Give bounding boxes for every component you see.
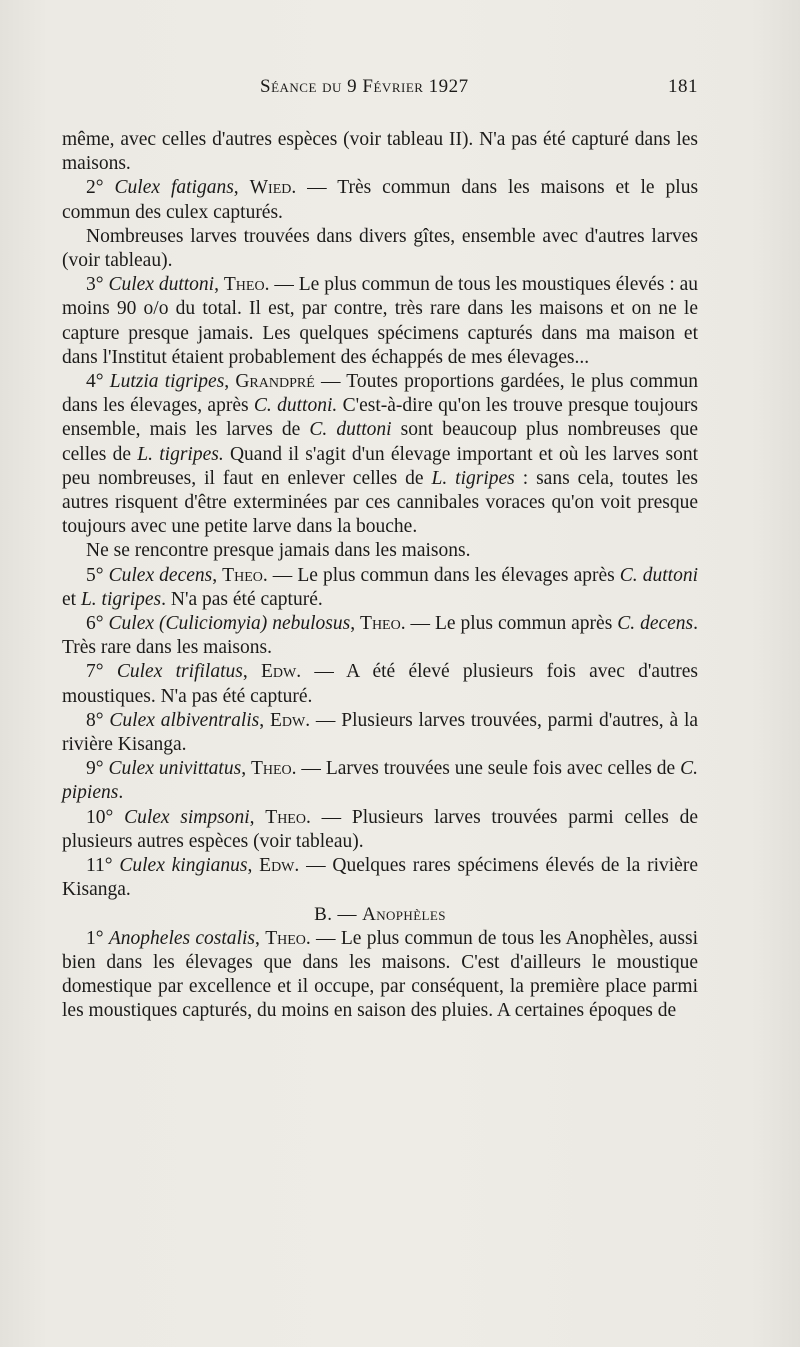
- separator: ,: [255, 927, 266, 949]
- species-name: Culex trifilatus: [116, 661, 243, 683]
- author-name: Theo.: [223, 274, 270, 296]
- separator: ,: [242, 661, 261, 683]
- entry-text: . N'a pas été capturé.: [161, 588, 323, 610]
- separator: ,: [249, 806, 266, 828]
- species-name: Culex fatigans: [114, 177, 234, 199]
- species-entry: [62, 927, 698, 1024]
- entry-text: — Quelques rares spécimens élevés de la rivière Kisanga.: [62, 855, 698, 901]
- entry-number: 7°: [86, 661, 104, 683]
- species-ref: L. tigripes.: [137, 443, 224, 465]
- author-name: Wied.: [249, 177, 297, 199]
- entry-text: Quand il s'agit d'un élevage important et où les larves sont peu nombreuses, il faut en enlever celles de: [62, 443, 699, 489]
- author-name: Theo.: [360, 613, 406, 635]
- author-name: Theo.: [250, 758, 297, 780]
- entry-text: — Larves trouvées une seule fois avec celles de: [296, 758, 681, 780]
- paragraph: [62, 539, 698, 563]
- entry-number: 8°: [86, 709, 104, 731]
- entry-number: 5°: [86, 564, 104, 586]
- separator: ,: [233, 177, 250, 199]
- species-entry: [62, 660, 698, 708]
- species-entry: [62, 806, 698, 854]
- author-name: Theo.: [265, 927, 311, 949]
- page-header: [62, 76, 698, 102]
- species-entry: [62, 176, 698, 224]
- entry-number: 3°: [86, 274, 104, 296]
- separator: ,: [214, 274, 224, 296]
- entry-text: — Toutes proportions gardées, le plus commun dans les élevages, après: [62, 371, 699, 417]
- entry-text: .: [118, 782, 124, 804]
- entry-text: . Très rare dans les maisons.: [62, 613, 698, 659]
- species-ref: L. tigripes: [431, 467, 515, 489]
- running-title: Séance du 9 Février 1927: [260, 76, 469, 97]
- entry-text: — Le plus commun de tous les Anophèles, aussi bien dans les élevages que dans les maisons. C'est d'ailleurs le moustique domestique par excellence et il occupe, par conséquent, la première place parmi les moustiques capturés, du moins en saison des pluies. A certaines époques de: [62, 927, 699, 1022]
- entry-number: 9°: [86, 758, 104, 780]
- separator: ,: [212, 564, 223, 586]
- entry-text: — Plusieurs larves trouvées parmi celles de plusieurs autres espèces (voir tableau).: [62, 806, 698, 852]
- species-ref: L. tigripes: [80, 588, 162, 610]
- author-name: Grandpré: [235, 371, 315, 393]
- page-number: 181: [668, 76, 698, 97]
- entry-number: 4°: [86, 371, 104, 393]
- entry-text: — A été élevé plusieurs fois avec d'autres moustiques. N'a pas été capturé.: [62, 661, 698, 707]
- entry-text: — Le plus commun de tous les moustiques élevés : au moins 90 o/o du total. Il est, par contre, très rare dans les maisons et on ne le capture presque jamais. Les quelques spécimens capturés dans ma maison et dans l'Institut étaient probablement des échappés de mes élevages...: [62, 274, 699, 368]
- separator: ,: [241, 758, 251, 780]
- entry-number: 11°: [86, 855, 113, 877]
- entry-text: — Très commun dans les maisons et le plus commun des culex capturés.: [62, 177, 699, 223]
- author-name: Edw.: [259, 855, 300, 877]
- entry-number: 2°: [86, 177, 104, 199]
- entry-text: — Le plus commun dans les élevages après: [267, 564, 620, 586]
- species-name: Culex duttoni: [108, 274, 215, 296]
- separator: ,: [259, 709, 270, 731]
- section-heading: [62, 903, 698, 927]
- author-name: Edw.: [261, 661, 302, 683]
- section-title: Anophèles: [362, 903, 446, 925]
- species-name: Culex (Culiciomyia) nebulosus: [108, 613, 351, 635]
- species-name: Culex simpsoni: [124, 806, 250, 828]
- entry-number: 6°: [86, 613, 104, 635]
- species-ref: C. decens: [617, 613, 694, 635]
- species-entry: [62, 273, 698, 370]
- paragraph-text: même, avec celles d'autres espèces (voir tableau II). N'a pas été capturé dans les maisons.: [62, 129, 698, 175]
- species-ref: C. duttoni: [619, 564, 698, 586]
- species-entry: [62, 757, 698, 805]
- paragraph-text: Ne se rencontre presque jamais dans les maisons.: [86, 540, 471, 562]
- species-name: Culex univittatus: [108, 758, 242, 780]
- species-entry: [62, 709, 698, 757]
- separator: ,: [224, 371, 236, 393]
- entry-number: 1°: [86, 927, 104, 949]
- species-entry: [62, 854, 698, 902]
- species-name: Culex albiventralis: [109, 709, 260, 731]
- paragraph-text: Nombreuses larves trouvées dans divers gîtes, ensemble avec d'autres larves (voir tableau).: [62, 225, 698, 272]
- species-name: Lutzia tigripes: [109, 371, 225, 393]
- entry-number: 10°: [86, 806, 114, 828]
- species-name: Culex decens: [108, 564, 213, 586]
- author-name: Edw.: [269, 709, 311, 731]
- section-letter: B.: [314, 903, 333, 925]
- species-entry: [62, 612, 698, 660]
- species-entry: [62, 564, 698, 612]
- separator: ,: [350, 613, 361, 635]
- species-ref: C. pipiens: [62, 758, 698, 804]
- paragraph: [62, 225, 698, 273]
- author-name: Theo.: [265, 806, 311, 828]
- author-name: Theo.: [222, 564, 268, 586]
- section-dash: —: [332, 903, 363, 925]
- entry-text: : sans cela, toutes les autres risquent d'être exterminées par ces cannibales voraces qu'on voit presque toujours avec une petite larve dans la bouche.: [62, 467, 699, 538]
- body-text: [62, 128, 698, 1024]
- separator: ,: [247, 855, 260, 877]
- species-ref: C. duttoni.: [253, 395, 338, 417]
- entry-text: et: [62, 588, 81, 610]
- species-name: Anopheles costalis: [108, 927, 255, 949]
- entry-text: — Plusieurs larves trouvées, parmi d'autres, à la rivière Kisanga.: [62, 709, 699, 756]
- entry-text: — Le plus commun après: [405, 613, 618, 635]
- paragraph-continuation: [62, 128, 698, 176]
- species-name: Culex kingianus: [119, 855, 248, 877]
- species-ref: C. duttoni: [309, 419, 392, 441]
- entry-text: C'est-à-dire qu'on les trouve presque toujours ensemble, mais les larves de: [62, 395, 698, 441]
- entry-text: sont beaucoup plus nombreuses que celles de: [62, 419, 698, 465]
- species-entry: [62, 370, 698, 539]
